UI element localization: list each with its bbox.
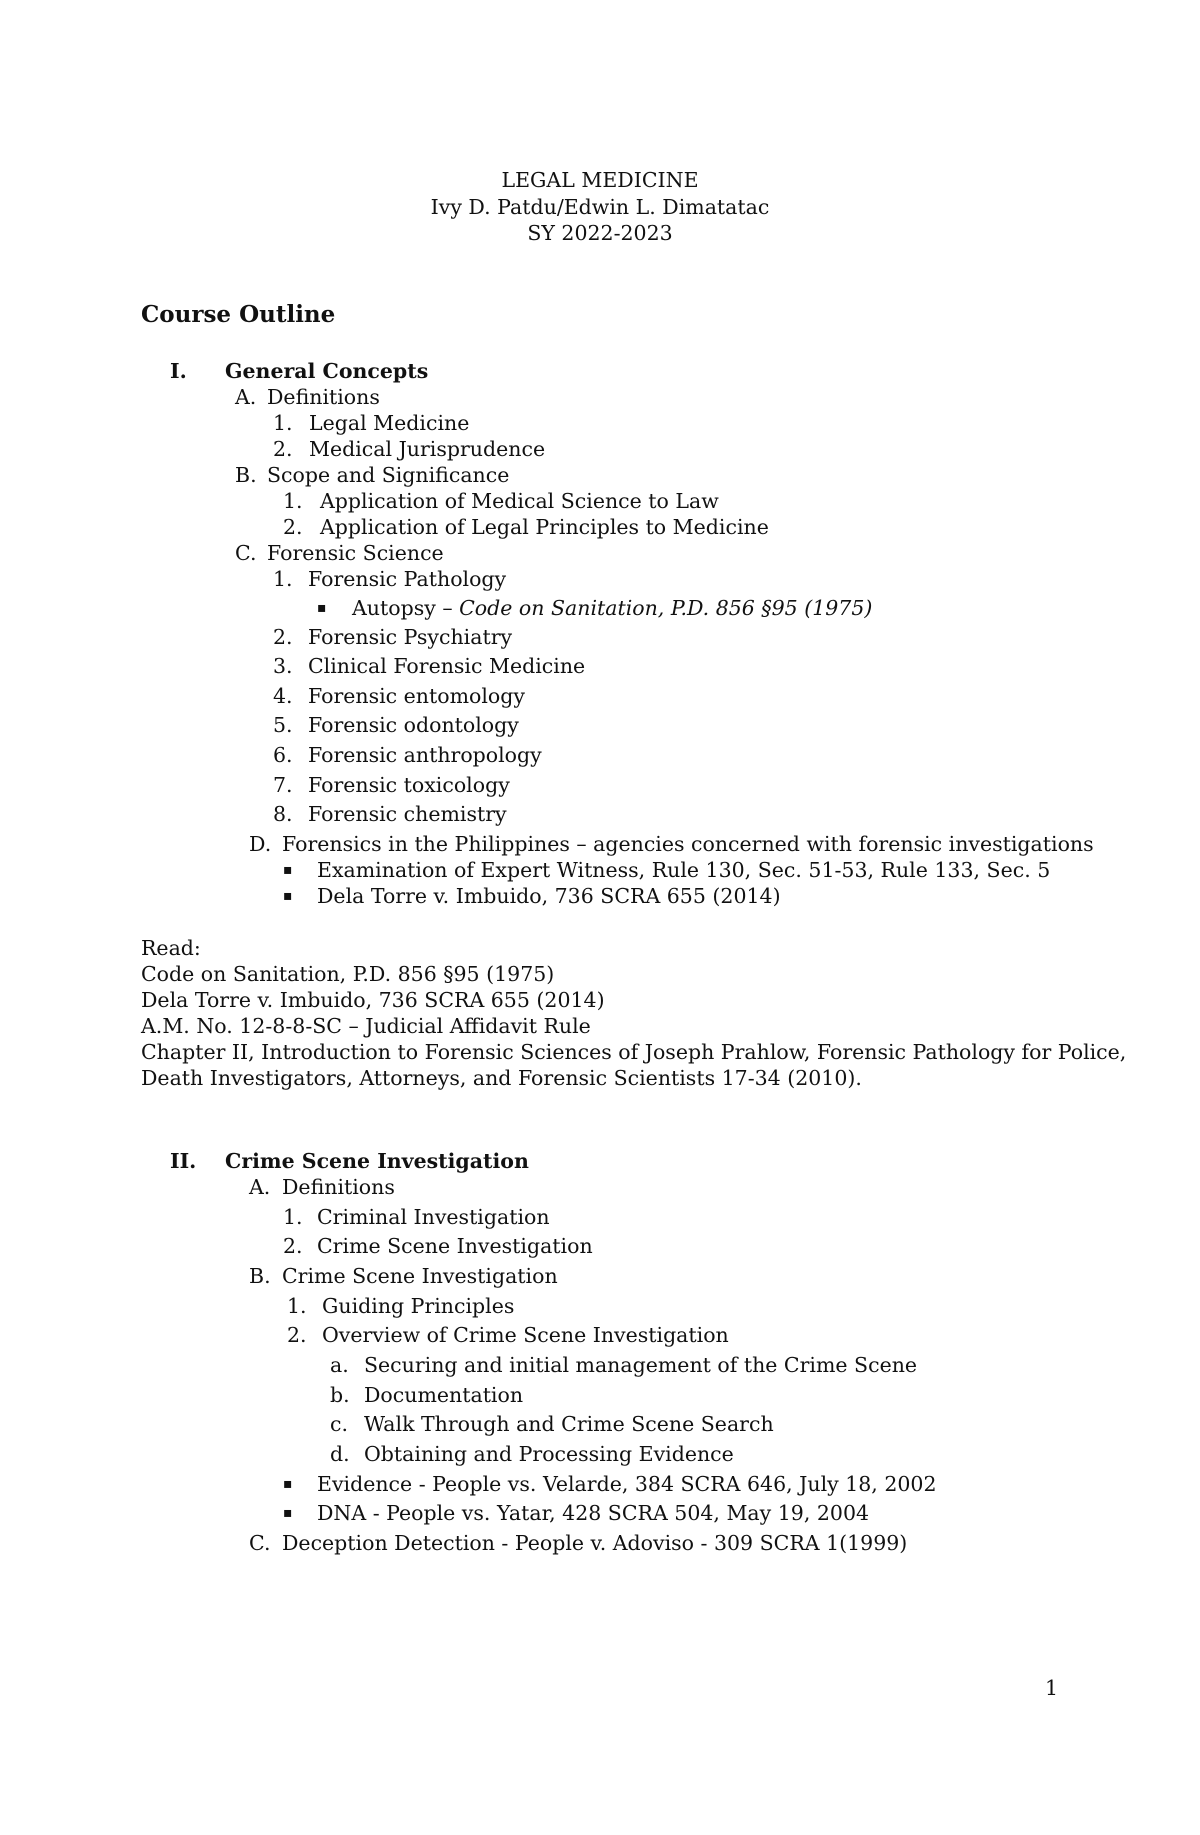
bullet-icon: ▪	[317, 600, 327, 616]
outline-item: Forensic anthropology	[308, 743, 542, 767]
course-outline-heading: Course Outline	[141, 301, 336, 328]
read-item: Code on Sanitation, P.D. 856 §95 (1975)	[141, 962, 555, 986]
bullet-citation: Code on Sanitation, P.D. 856 §95 (1975)	[459, 596, 873, 620]
section-title: Crime Scene Investigation	[225, 1149, 529, 1173]
bullet-icon: ▪	[283, 862, 293, 878]
outline-item: Scope and Significance	[267, 463, 510, 487]
outline-marker: 2.	[273, 437, 293, 461]
bullet-icon: ▪	[283, 1476, 293, 1492]
doc-school-year: SY 2022-2023	[527, 221, 673, 245]
outline-marker: a.	[330, 1353, 349, 1377]
bullet-text: Autopsy –	[352, 596, 460, 620]
outline-marker: 8.	[273, 802, 293, 826]
outline-item: Forensic Pathology	[308, 567, 507, 591]
bullet-icon: ▪	[283, 1505, 293, 1521]
outline-bullet-item: DNA - People vs. Yatar, 428 SCRA 504, May 19, 2004	[317, 1501, 870, 1525]
outline-bullet-item	[352, 595, 872, 621]
outline-marker: 1.	[273, 411, 293, 435]
outline-item: Securing and initial management of the Crime Scene	[364, 1353, 918, 1377]
read-label: Read:	[141, 936, 201, 960]
outline-item: Forensic toxicology	[308, 773, 510, 797]
outline-marker: 1.	[273, 567, 293, 591]
outline-marker: b.	[330, 1383, 350, 1407]
outline-item: Walk Through and Crime Scene Search	[364, 1412, 774, 1436]
outline-item: Forensic chemistry	[308, 802, 507, 826]
outline-marker: 6.	[273, 743, 293, 767]
read-item: A.M. No. 12-8-8-SC – Judicial Affidavit Rule	[141, 1014, 591, 1038]
outline-item: Criminal Investigation	[317, 1205, 550, 1229]
outline-item: Definitions	[267, 385, 380, 409]
outline-marker: 3.	[273, 654, 293, 678]
bullet-icon: ▪	[283, 888, 293, 904]
outline-marker: 2.	[283, 515, 303, 539]
outline-item: Crime Scene Investigation	[282, 1264, 558, 1288]
outline-marker: 2.	[287, 1323, 307, 1347]
outline-marker: A.	[235, 385, 257, 409]
outline-marker: B.	[235, 463, 257, 487]
doc-authors: Ivy D. Patdu/Edwin L. Dimatatac	[430, 195, 770, 219]
outline-marker: 1.	[283, 489, 303, 513]
outline-marker: 2.	[283, 1234, 303, 1258]
section-numeral: II.	[170, 1149, 197, 1173]
outline-item: Definitions	[282, 1175, 395, 1199]
outline-marker: D.	[249, 832, 272, 856]
outline-item: Application of Legal Principles to Medicine	[320, 515, 769, 539]
outline-item: Legal Medicine	[309, 411, 470, 435]
outline-item: Guiding Principles	[322, 1294, 515, 1318]
outline-marker: 5.	[273, 713, 293, 737]
outline-bullet-item: Dela Torre v. Imbuido, 736 SCRA 655 (2014)	[317, 884, 781, 908]
outline-item: Forensics in the Philippines – agencies concerned with forensic investigations	[282, 832, 1094, 856]
outline-item: Medical Jurisprudence	[309, 437, 546, 461]
outline-item: Documentation	[364, 1383, 524, 1407]
outline-marker: 1.	[287, 1294, 307, 1318]
outline-marker: C.	[235, 541, 257, 565]
outline-marker: d.	[330, 1442, 350, 1466]
outline-item: Forensic entomology	[308, 684, 525, 708]
outline-marker: B.	[249, 1264, 271, 1288]
outline-marker: A.	[249, 1175, 271, 1199]
read-item: Dela Torre v. Imbuido, 736 SCRA 655 (2014)	[141, 988, 605, 1012]
outline-item: Clinical Forensic Medicine	[308, 654, 586, 678]
outline-marker: 4.	[273, 684, 293, 708]
section-title: General Concepts	[225, 359, 429, 383]
outline-marker: C.	[249, 1531, 271, 1555]
outline-item: Deception Detection - People v. Adoviso - 309 SCRA 1(1999)	[282, 1531, 908, 1555]
outline-marker: 2.	[273, 625, 293, 649]
outline-marker: 1.	[283, 1205, 303, 1229]
outline-item: Crime Scene Investigation	[317, 1234, 593, 1258]
outline-bullet-item: Examination of Expert Witness, Rule 130, Sec. 51-53, Rule 133, Sec. 5	[317, 858, 1051, 882]
outline-bullet-item: Evidence - People vs. Velarde, 384 SCRA 646, July 18, 2002	[317, 1472, 937, 1496]
outline-item: Overview of Crime Scene Investigation	[322, 1323, 729, 1347]
outline-marker: 7.	[273, 773, 293, 797]
outline-marker: c.	[330, 1412, 348, 1436]
outline-item: Forensic odontology	[308, 713, 519, 737]
read-item: Chapter II, Introduction to Forensic Sciences of Joseph Prahlow, Forensic Pathology for Police,	[141, 1040, 1127, 1064]
doc-title: LEGAL MEDICINE	[501, 168, 699, 192]
page-number: 1	[1045, 1676, 1059, 1700]
outline-item: Forensic Psychiatry	[308, 625, 513, 649]
section-numeral: I.	[170, 359, 187, 383]
outline-item: Forensic Science	[267, 541, 444, 565]
outline-item: Application of Medical Science to Law	[320, 489, 719, 513]
outline-item: Obtaining and Processing Evidence	[364, 1442, 734, 1466]
read-item: Death Investigators, Attorneys, and Forensic Scientists 17-34 (2010).	[141, 1066, 862, 1090]
